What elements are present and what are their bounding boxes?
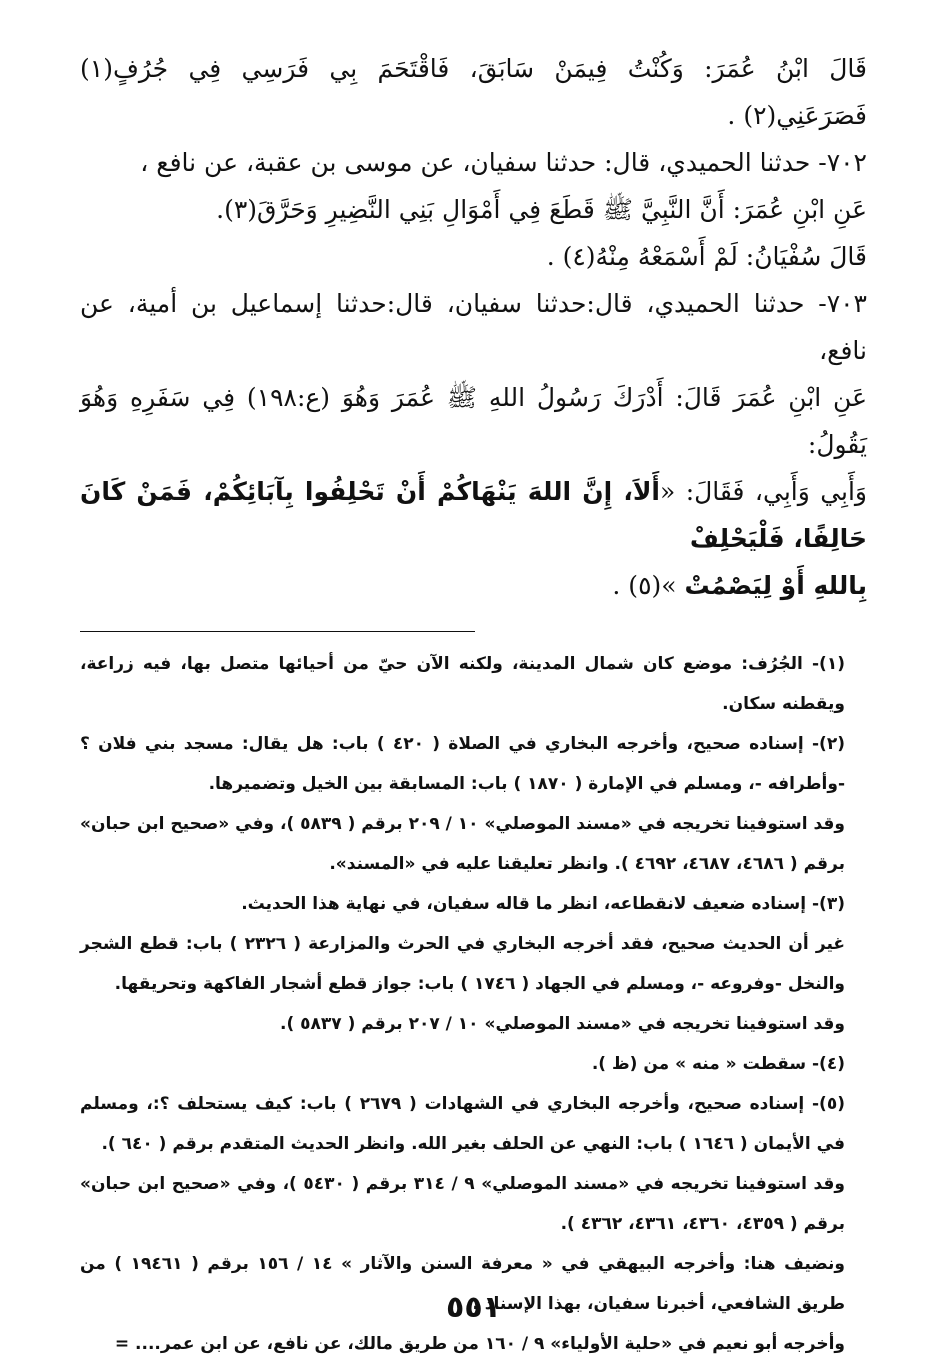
footnote-5-cont-3: وأخرجه أبو نعيم في «حلية الأولياء» ٩ / ١٦٠ من طريق مالك، عن نافع، عن ابن عمر.... = [114, 1334, 845, 1354]
footnote-5: (٥)- إسناده صحيح، وأخرجه البخاري في الشهادات ( ٢٦٧٩ ) باب: كيف يستحلف ؟:، ومسلم في الأيمان ( ١٦٤٦ ) باب: النهي عن الحلف بغير الله. وانظر الحديث المتقدم برقم ( ٦٤٠ ). [80, 1094, 845, 1154]
footnote-1: (١)- الجُرُف: موضع كان شمال المدينة، ولكنه الآن حيّ من أحيائها متصل بها، فيه زراعة، ويقطنه سكان. [80, 654, 845, 714]
footnote-3: (٣)- إسناده ضعيف لانقطاعه، انظر ما قاله سفيان، في نهاية هذا الحديث. [241, 894, 845, 914]
page-number: ٥٥١ [446, 1290, 501, 1325]
main-text [80, 45, 867, 609]
hadith-703-quote-line [80, 468, 867, 562]
footnote-3-cont-2: وقد استوفينا تخريجه في «مسند الموصلي» ١٠ / ٢٠٧ برقم ( ٥٨٣٧ ). [279, 1014, 845, 1034]
footnote-4: (٤)- سقطت « منه » من (ظ ). [591, 1054, 845, 1074]
footnote-2: (٢)- إسناده صحيح، وأخرجه البخاري في الصلاة ( ٤٢٠ ) باب: هل يقال: مسجد بني فلان ؟ -وأطرافه -، ومسلم في الإمارة ( ١٨٧٠ ) باب: المسابقة بين الخيل وتضميرها. [80, 734, 845, 794]
hadith-703-matn: عَنِ ابْنِ عُمَرَ قَالَ: أَدْرَكَ رَسُولُ اللهِ ﷺ عُمَرَ وَهُوَ (ع:١٩٨) فِي سَفَرِهِ وَهُوَ يَقُولُ: [80, 383, 867, 459]
prophetic-saying-end: بِاللهِ أَوْ لِيَصْمُتْ [684, 571, 867, 600]
quote-close: »(٥) . [612, 571, 685, 600]
footnote-3-cont: غير أن الحديث صحيح، فقد أخرجه البخاري في الحرث والمزارعة ( ٢٣٢٦ ) باب: قطع الشجر والنخل -وفروعه -، ومسلم في الجهاد ( ١٧٤٦ ) باب: جواز قطع أشجار الفاكهة وتحريقها. [80, 934, 846, 994]
hadith-702-isnad: ٧٠٢- حدثنا الحميدي، قال: حدثنا سفيان، عن موسى بن عقبة، عن نافع ، [140, 148, 867, 177]
footnote-2-cont: وقد استوفينا تخريجه في «مسند الموصلي» ١٠ / ٢٠٩ برقم ( ٥٨٣٩ )، وفي «صحيح ابن حبان» برقم ( ٤٦٨٦، ٤٦٨٧، ٤٦٩٢ ). وانظر تعليقنا عليه في «المسند». [79, 814, 845, 874]
footnote-separator [80, 631, 475, 632]
hadith-702-matn: عَنِ ابْنِ عُمَرَ: أَنَّ النَّبِيَّ ﷺ قَطَعَ فِي أَمْوَالِ بَنِي النَّضِيرِ وَحَرَّقَ(٣). [216, 195, 867, 224]
hadith-703-isnad: ٧٠٣- حدثنا الحميدي، قال:حدثنا سفيان، قال:حدثنا إسماعيل بن أمية، عن نافع، [80, 289, 867, 365]
footnotes [80, 644, 867, 1364]
footnote-5-cont-2: ونضيف هنا: وأخرجه البيهقي في « معرفة السنن والآثار » ١٤ / ١٥٦ برقم ( ١٩٤٦١ ) من طريق الشافعي، أخبرنا سفيان، بهذا الإسناد . [80, 1254, 845, 1314]
main-line-1: قَالَ ابْنُ عُمَرَ: وَكُنْتُ فِيمَنْ سَابَقَ، فَاقْتَحَمَ بِي فَرَسِي فِي جُرُفٍ(١) فَصَرَعَنِي(٢) . [80, 54, 867, 130]
footnote-separator-wrap [80, 631, 867, 632]
hadith-703-quote-end [80, 562, 867, 609]
quote-intro: وَأَبِي وَأَبِي، فَقَالَ: « [660, 477, 868, 506]
footnote-5-cont: وقد استوفينا تخريجه في «مسند الموصلي» ٩ / ٣١٤ برقم ( ٥٤٣٠ )، وفي «صحيح ابن حبان» برقم ( ٤٣٥٩، ٤٣٦٠، ٤٣٦١، ٤٣٦٢ ). [80, 1174, 845, 1234]
prophetic-saying: أَلاَ، إِنَّ اللهَ يَنْهَاكُمْ أَنْ تَحْلِفُوا بِآبَائِكُمْ، فَمَنْ كَانَ حَالِفًا، فَلْيَحْلِفْ [80, 477, 867, 553]
hadith-702-note: قَالَ سُفْيَانُ: لَمْ أَسْمَعْهُ مِنْهُ(٤) . [546, 242, 867, 271]
page [80, 45, 867, 1364]
